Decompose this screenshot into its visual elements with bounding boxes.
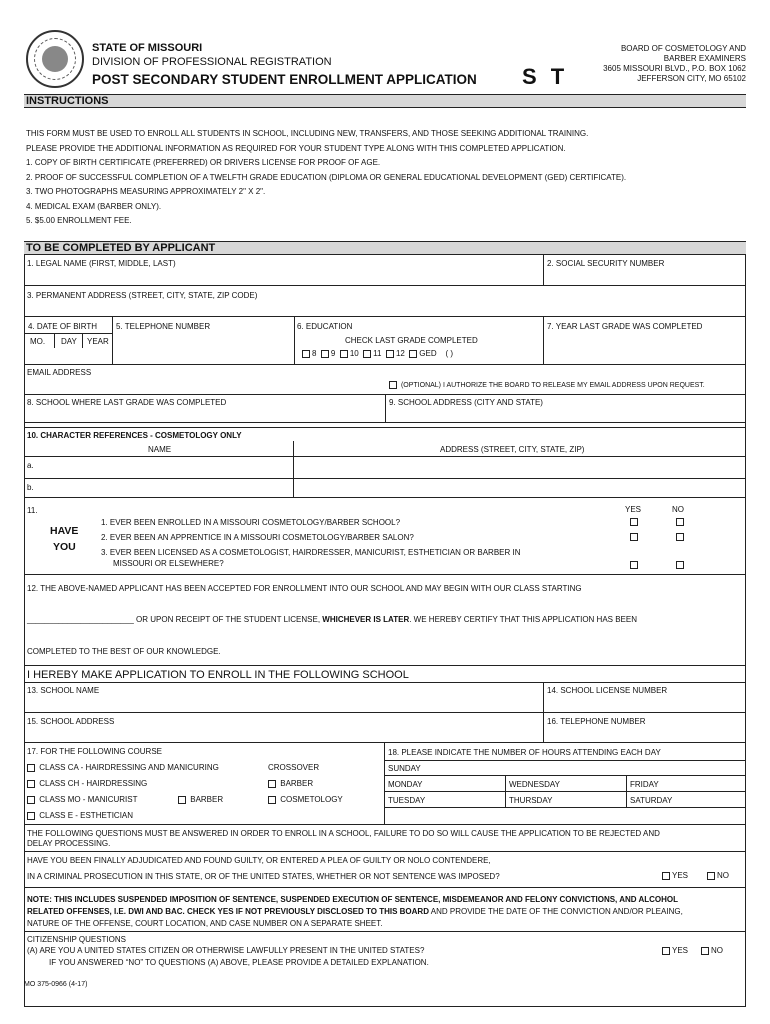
q11-no-header: NO [672,505,684,514]
ged-checkbox[interactable] [409,350,417,358]
school-address-label: 15. SCHOOL ADDRESS [27,717,115,726]
state-name: STATE OF MISSOURI [92,42,203,54]
instructions-list: THIS FORM MUST BE USED TO ENROLL ALL STUDENTS IN SCHOOL, INCLUDING NEW, TRANSFERS, AND THOSE SEEKING ADDITIONAL TRAINING. PLEASE PROVIDE THE ADDITIONAL INFORMATION AS REQUIRED FOR YOUR STUDENT TYPE ALONG WITH THIS COMPLETED APPLICATION. 1. COPY OF BIRTH CERTIFICATE (PREFERRED) OR DRIVERS LICENSE FOR PROOF OF AGE. 2. PROOF OF SUCCESSFUL COMPLETION OF A TWELFTH GRADE EDUCATION (DIPLOMA OR GENERAL EDUCATIONAL DEVELOPMENT (GED) CERTIFICATE). 3. TWO PHOTOGRAPHS MEASURING APPROXIMATELY 2" X 2". 4. MEDICAL EXAM (BARBER ONLY). 5. $5.00 ENROLLMENT FEE. [26,129,627,225]
applicant-heading: TO BE COMPLETED BY APPLICANT [24,241,746,255]
citizenship-explanation: IF YOU ANSWERED “NO” TO QUESTIONS (A) ABOVE, PLEASE PROVIDE A DETAILED EXPLANATION. [49,958,429,967]
guilty-yes: YES [662,871,688,881]
school-last-grade-label: 8. SCHOOL WHERE LAST GRADE WAS COMPLETED [27,398,227,407]
course-barber: BARBER [178,795,223,805]
instructions-heading: INSTRUCTIONS [24,94,746,108]
address-label: 3. PERMANENT ADDRESS (STREET, CITY, STATE, ZIP CODE) [27,291,258,300]
email-field[interactable] [25,378,385,394]
guilty-no-checkbox[interactable] [707,872,715,880]
grade-11-checkbox[interactable] [363,350,371,358]
grade-options: 8 9 10 11 12 GED ( ) [302,349,453,359]
q11-number: 11. [27,506,38,515]
q12-line-2: ________________________ OR UPON RECEIPT OF THE STUDENT LICENSE, WHICHEVER IS LATER. WE HEREBY CERTIFY THAT THIS APPLICATION HAS BEEN [27,615,637,624]
q11-question-3: 3. EVER BEEN LICENSED AS A COSMETOLOGIST, HAIRDRESSER, MANICURIST, ESTHETICIAN OR BARBER IN [101,548,521,557]
class-e-checkbox[interactable] [27,812,35,820]
hours-label: 18. PLEASE INDICATE THE NUMBER OF HOURS ATTENDING EACH DAY [388,748,661,757]
crossover-barber-checkbox[interactable] [268,780,276,788]
form-number: MO 375-0966 (4-17) [24,981,88,988]
q11-3-no-checkbox[interactable] [676,561,684,569]
saturday-label: SATURDAY [630,796,673,805]
q11-you: YOU [53,541,76,553]
form-title: POST SECONDARY STUDENT ENROLLMENT APPLICATION [92,72,477,87]
citizenship-heading: CITIZENSHIP QUESTIONS [27,935,126,944]
legal-intro-2: DELAY PROCESSING. [27,839,111,848]
course-e: CLASS E - ESTHETICIAN [27,811,133,821]
dob-label: 4. DATE OF BIRTH [28,322,98,331]
q11-1-no-checkbox[interactable] [676,518,684,526]
course-label: 17. FOR THE FOLLOWING COURSE [27,747,162,756]
course-mo: CLASS MO - MANICURIST [27,795,137,805]
missouri-seal-icon [26,30,84,88]
ref-address-column: ADDRESS (STREET, CITY, STATE, ZIP) [440,445,585,454]
guilty-no: NO [707,871,729,881]
q11-3-yes-checkbox[interactable] [630,561,638,569]
dob-month-label: MO. [30,337,46,346]
class-ca-checkbox[interactable] [27,764,35,772]
q11-2-yes-checkbox[interactable] [630,533,638,541]
grade-10-checkbox[interactable] [340,350,348,358]
q11-question-2: 2. EVER BEEN AN APPRENTICE IN A MISSOURI COSMETOLOGY/BARBER SALON? [101,533,414,542]
wednesday-label: WEDNESDAY [509,780,560,789]
crossover-label: CROSSOVER [268,763,320,772]
grade-12-checkbox[interactable] [386,350,394,358]
ref-name-column: NAME [148,445,172,454]
year-last-grade-label: 7. YEAR LAST GRADE WAS COMPLETED [547,322,703,331]
check-grade-label: CHECK LAST GRADE COMPLETED [345,336,478,345]
class-ch-checkbox[interactable] [27,780,35,788]
ref-a-label: a. [27,461,34,470]
q11-question-3-cont: MISSOURI OR ELSEWHERE? [113,559,224,568]
citizenship-question-a: (A) ARE YOU A UNITED STATES CITIZEN OR OTHERWISE LAWFULLY PRESENT IN THE UNITED STATES? [27,946,425,955]
class-mo-checkbox[interactable] [27,796,35,804]
guilty-question-1: HAVE YOU BEEN FINALLY ADJUDICATED AND FOUND GUILTY, OR ENTERED A PLEA OF GUILTY OR NOLO CONTENDERE, [27,856,491,865]
citizen-no: NO [701,946,723,956]
course-ch: CLASS CH - HAIRDRESSING [27,779,147,789]
q11-have: HAVE [50,525,79,537]
q11-question-1: 1. EVER BEEN ENROLLED IN A MISSOURI COSMETOLOGY/BARBER SCHOOL? [101,518,401,527]
ssn-label: 2. SOCIAL SECURITY NUMBER [547,259,665,268]
school-name-label: 13. SCHOOL NAME [27,686,100,695]
thursday-label: THURSDAY [509,796,553,805]
q11-yes-header: YES [625,505,642,514]
email-release-checkbox[interactable] [389,381,397,389]
crossover-cosmetology: COSMETOLOGY [268,795,343,805]
grade-8-checkbox[interactable] [302,350,310,358]
dob-day-label: DAY [61,337,77,346]
crossover-cosmetology-checkbox[interactable] [268,796,276,804]
course-ca: CLASS CA - HAIRDRESSING AND MANICURING [27,763,219,773]
division-name: DIVISION OF PROFESSIONAL REGISTRATION [92,56,332,68]
q11-2-no-checkbox[interactable] [676,533,684,541]
permanent-address-field[interactable] [25,302,743,316]
phone-label: 5. TELEPHONE NUMBER [116,322,211,331]
barber-checkbox[interactable] [178,796,186,804]
dob-year-label: YEAR [87,337,109,346]
guilty-question-2: IN A CRIMINAL PROSECUTION IN THIS STATE, OR OF THE UNITED STATES, WHETHER OR NOT SENTENCE WAS IMPOSED? [27,872,500,881]
guilty-yes-checkbox[interactable] [662,872,670,880]
sunday-label: SUNDAY [388,764,421,773]
citizen-no-checkbox[interactable] [701,947,709,955]
school-phone-label: 16. TELEPHONE NUMBER [547,717,646,726]
note-line-3: NATURE OF THE OFFENSE, COURT LOCATION, AND CASE NUMBER ON A SEPARATE SHEET. [27,919,383,928]
legal-intro-1: THE FOLLOWING QUESTIONS MUST BE ANSWERED IN ORDER TO ENROLL IN A SCHOOL, FAILURE TO DO SO WILL CAUSE THE APPLICATION TO BE REJECTED AND [27,829,660,838]
q11-1-yes-checkbox[interactable] [630,518,638,526]
legal-name-label: 1. LEGAL NAME (FIRST, MIDDLE, LAST) [27,259,176,268]
school-license-label: 14. SCHOOL LICENSE NUMBER [547,686,668,695]
form-code: S T [522,64,569,89]
board-address: BOARD OF COSMETOLOGY AND BARBER EXAMINERS 3605 MISSOURI BLVD., P.O. BOX 1062 JEFFERSON CITY, MO 65102 [603,44,746,83]
grade-9-checkbox[interactable] [321,350,329,358]
ssn-field[interactable] [545,270,743,285]
q12-line-1: 12. THE ABOVE-NAMED APPLICANT HAS BEEN ACCEPTED FOR ENROLLMENT INTO OUR SCHOOL AND MAY BEGIN WITH OUR CLASS STARTING [27,584,582,593]
friday-label: FRIDAY [630,780,659,789]
q12-line-3: COMPLETED TO THE BEST OF OUR KNOWLEDGE. [27,647,221,656]
school-heading: I HEREBY MAKE APPLICATION TO ENROLL IN THE FOLLOWING SCHOOL [27,669,409,681]
references-heading: 10. CHARACTER REFERENCES - COSMETOLOGY ONLY [27,431,242,440]
citizen-yes: YES [662,946,688,956]
school-address-label: 9. SCHOOL ADDRESS (CITY AND STATE) [389,398,543,407]
tuesday-label: TUESDAY [388,796,426,805]
legal-name-field[interactable] [25,270,541,285]
education-label: 6. EDUCATION [297,322,353,331]
note-line-1: NOTE: THIS INCLUDES SUSPENDED IMPOSITION OF SENTENCE, SUSPENDED EXECUTION OF SENTENCE, MISDEMEANOR AND FELONY CONVICTIONS, AND ALCOHOL [27,895,679,904]
email-release-option: (OPTIONAL) I AUTHORIZE THE BOARD TO RELEASE MY EMAIL ADDRESS UPON REQUEST. [389,381,705,391]
email-label: EMAIL ADDRESS [27,368,92,377]
note-line-2: RELATED OFFENSES, I.E. DWI AND BAC. CHECK YES IF NOT PREVIOUSLY DISCLOSED TO THIS BOARD AND PROVIDE THE DATE OF THE CONVICTION AND/OR PLEAING, [27,907,683,916]
ref-b-label: b. [27,483,34,492]
citizen-yes-checkbox[interactable] [662,947,670,955]
crossover-barber: BARBER [268,779,313,789]
monday-label: MONDAY [388,780,423,789]
